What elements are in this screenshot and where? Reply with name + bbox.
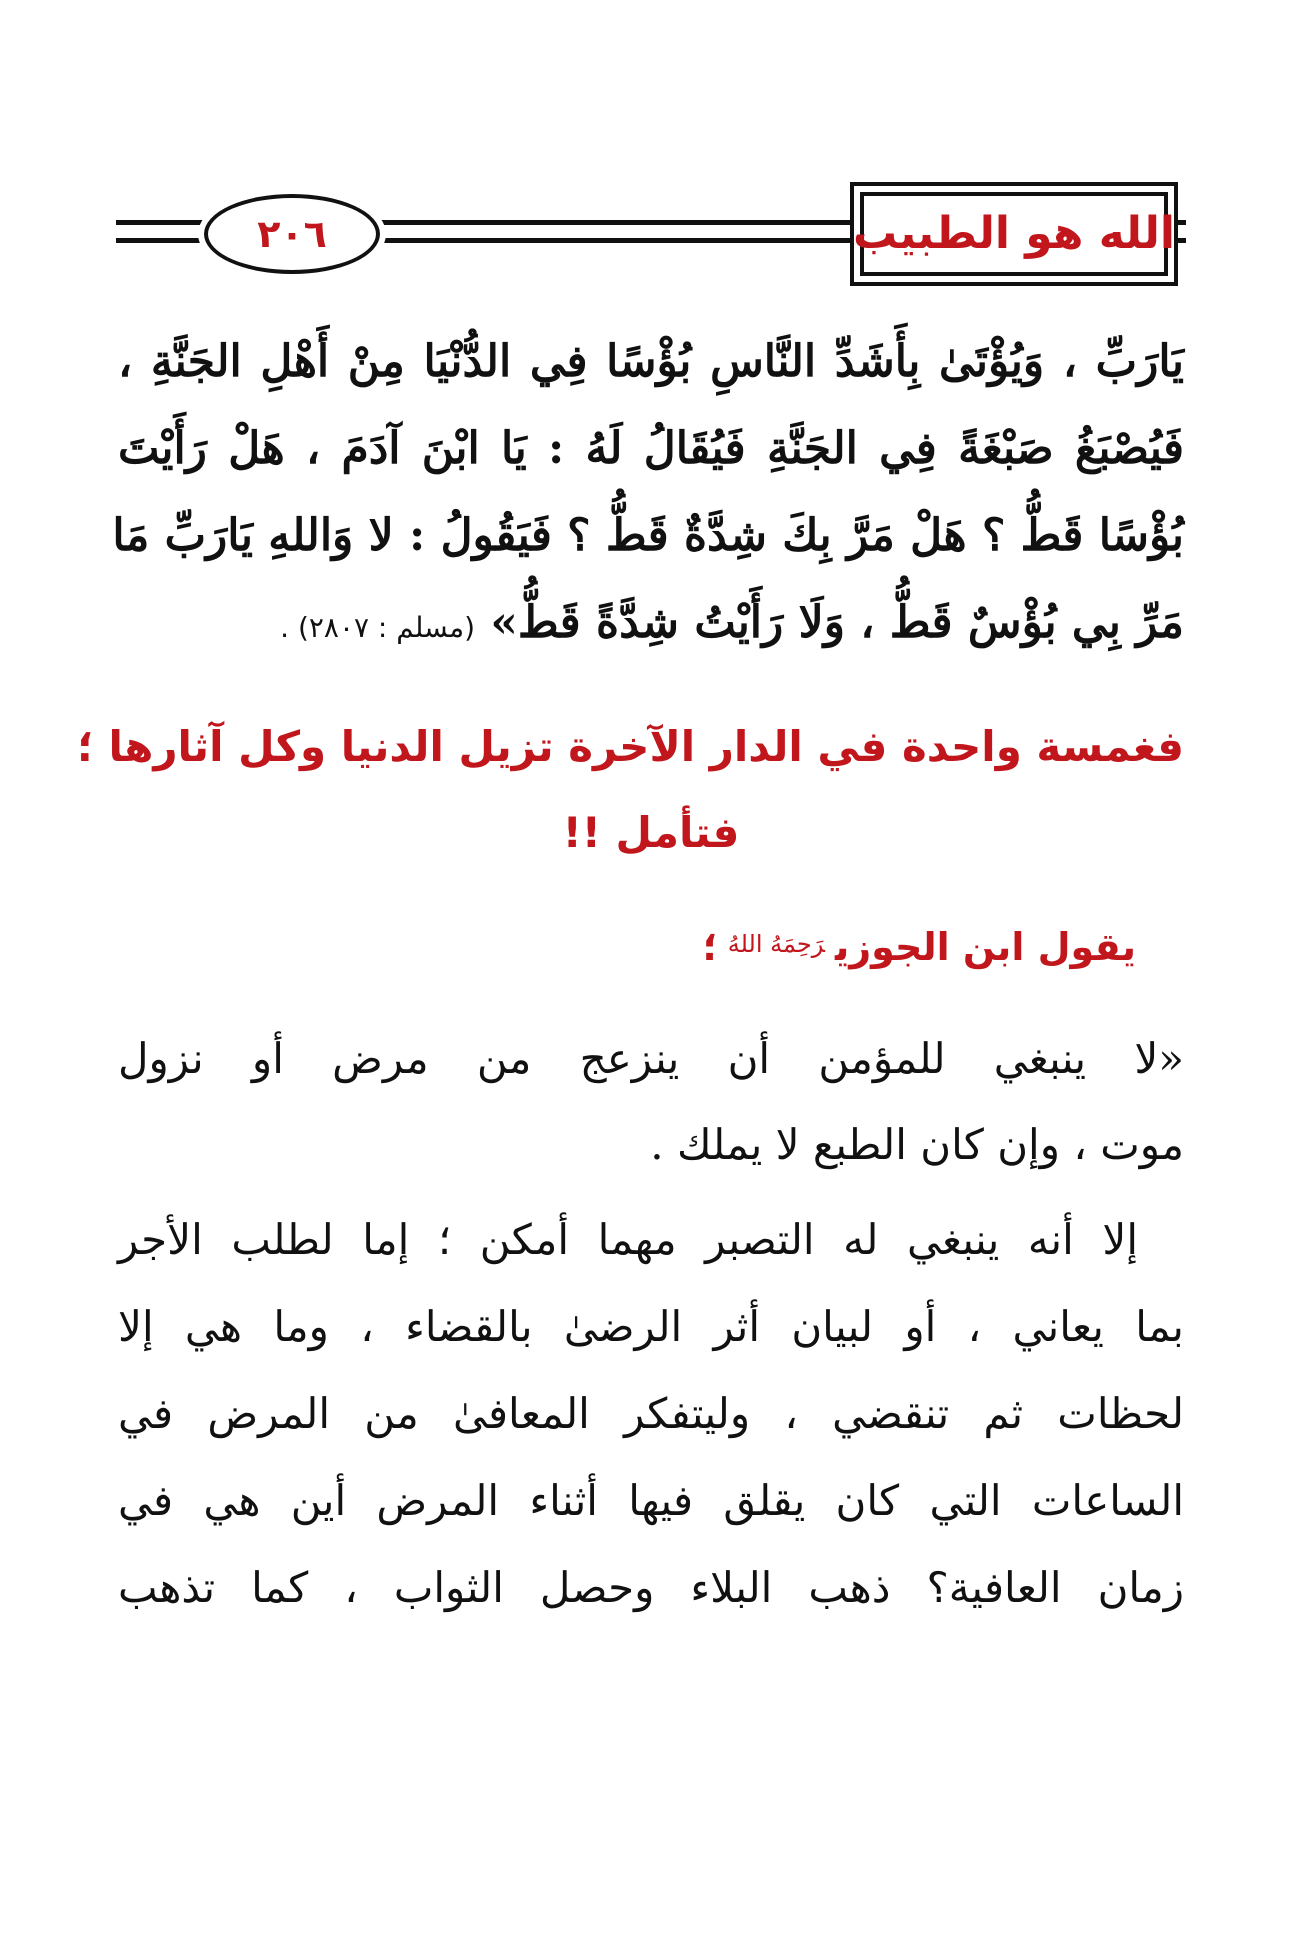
running-title-box [853,192,1175,276]
paragraph-line: زمان العافية؟ ذهب البلاء وحصل الثواب ، كما تذهب [118,1563,1184,1612]
speaker-suffix: ؛ [702,925,718,969]
paragraph-line: إلا أنه ينبغي له التصبر مهما أمكن ؛ إما لطلب الأجر [118,1215,1138,1264]
hadith-line: مَرِّ بِي بُؤْسٌ قَطُّ ، وَلَا رَأَيْتُ شِدَّةً قَطُّ» [490,597,1184,648]
honorific-glyph: رَحِمَهُ اللهُ [727,930,825,958]
paragraph-line: الساعات التي كان يقلق فيها أثناء المرض أين هي في [118,1476,1184,1525]
hadith-text [112,318,1184,666]
hadith-line-last [118,579,1184,666]
highlight-line: فغمسة واحدة في الدار الآخرة تزيل الدنيا وكل آثارها ؛ [77,722,1184,771]
hadith-line: يَارَبِّ ، وَيُؤْتَىٰ بِأَشَدِّ النَّاسِ بُؤْسًا فِي الدُّنْيَا مِنْ أَهْلِ الجَنَّةِ ، [118,336,1184,387]
quote-line: «لا ينبغي للمؤمن أن ينزعج من مرض أو نزول [118,1034,1184,1083]
highlight-line: فتأمل !! [562,808,740,857]
page-number-oval [204,194,380,274]
paragraph-line: بما يعاني ، أو لبيان أثر الرضىٰ بالقضاء ، وما هي إلا [118,1302,1184,1351]
speaker-heading [118,900,1184,988]
speaker-line [118,900,1184,988]
body-paragraph [118,1196,1184,1631]
quote-line: موت ، وإن كان الطبع لا يملك . [650,1120,1184,1169]
page-header [116,186,1186,276]
hadith-citation: (مسلم : ٢٨٠٧) . [280,611,476,644]
page-number: ٢٠٦ [257,212,327,256]
speaker-label: يقول ابن الجوزي [834,925,1136,969]
hadith-line: بُؤْسًا قَطُّ ؟ هَلْ مَرَّ بِكَ شِدَّةٌ قَطُّ ؟ فَيَقُولُ : لا وَاللهِ يَارَبِّ مَا [112,510,1184,561]
highlight-text [77,704,1184,876]
running-title: الله هو الطبيب [853,208,1175,259]
hadith-line: فَيُصْبَغُ صَبْغَةً فِي الجَنَّةِ فَيُقَالُ لَهُ : يَا ابْنَ آدَمَ ، هَلْ رَأَيْتَ [118,423,1184,474]
quote-text [118,1016,1184,1188]
paragraph-line: لحظات ثم تنقضي ، وليتفكر المعافىٰ من المرض في [118,1389,1184,1438]
